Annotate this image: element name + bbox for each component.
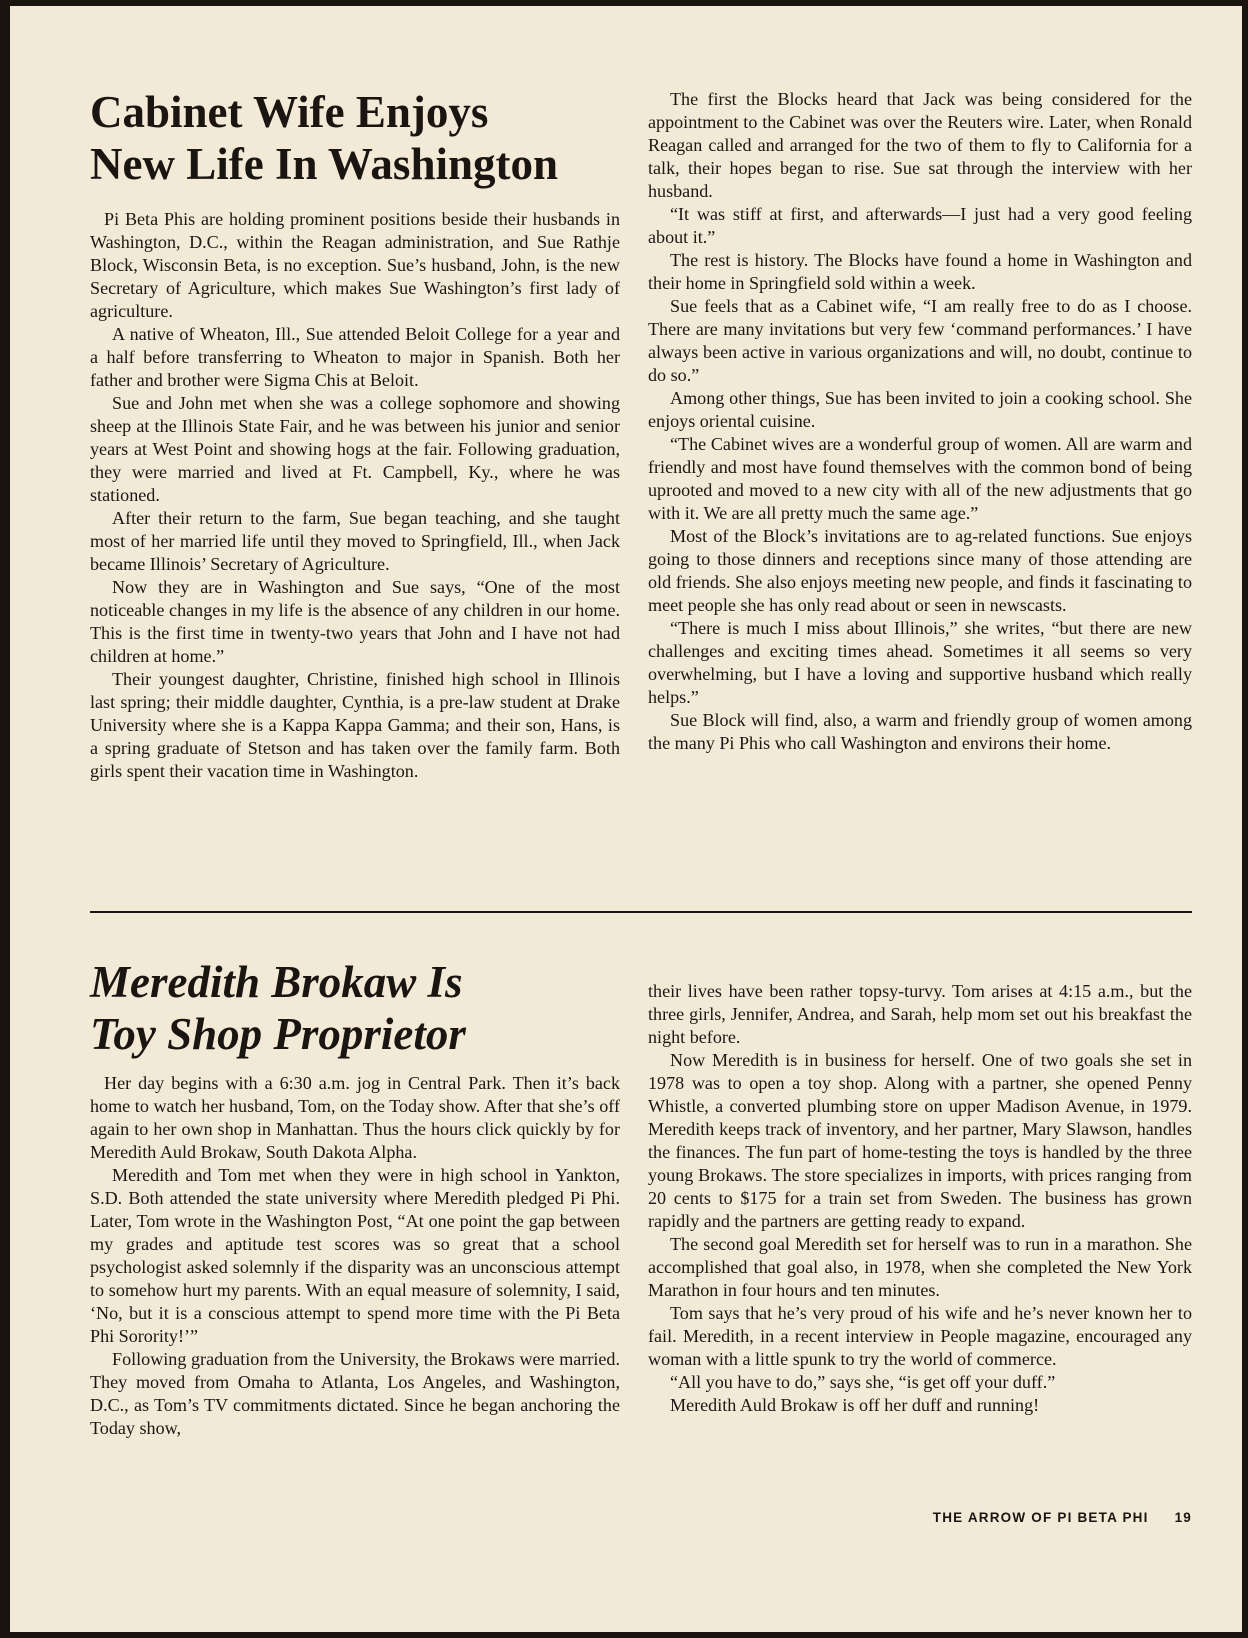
article2-left-column [90,1072,620,1440]
article1-left-column [90,208,620,783]
paragraph: Now they are in Washington and Sue says, “One of the most noticeable changes in my life is the absence of any children in our home. This is the first time in twenty-two years that John and I have not had children at home.” [90,577,620,666]
article-title-meredith-brokaw [90,956,610,1060]
paragraph: Her day begins with a 6:30 a.m. jog in Central Park. Then it’s back home to watch her husband, Tom, on the Today show. After that she’s off again to her own shop in Manhattan. Thus the hours click quickly by for Meredith Auld Brokaw, South Dakota Alpha. [90,1073,620,1162]
paragraph: The first the Blocks heard that Jack was being considered for the appointment to the Cabinet was over the Reuters wire. Later, when Ronald Reagan called and arranged for the two of them to fly to California for a talk, their hopes began to rise. Sue sat through the interview with her husband. [648,89,1192,201]
paragraph: “The Cabinet wives are a wonderful group of women. All are warm and friendly and most have found themselves with the common bond of being uprooted and moved to a new city with all of the new adjustments that go with it. We are all pretty much the same age.” [648,434,1192,523]
paragraph: Meredith and Tom met when they were in high school in Yankton, S.D. Both attended the state university where Meredith pledged Pi Phi. Later, Tom wrote in the Washington Post, “At one point the gap between my grades and aptitude test scores was so great that a school psychologist asked solemnly if the disparity was an unconscious attempt to somehow hurt my parents. With an equal measure of solemnity, I said, ‘No, but it is a conscious attempt to spend more time with the Pi Beta Phi Sorority!’” [90,1165,620,1346]
paragraph: Their youngest daughter, Christine, finished high school in Illinois last spring; their middle daughter, Cynthia, is a pre-law student at Drake University where she is a Kappa Kappa Gamma; and their son, Hans, is a spring graduate of Stetson and has taken over the family farm. Both girls spent their vacation time in Washington. [90,669,620,781]
page-number: 19 [1174,1510,1192,1525]
title-line: Toy Shop Proprietor [90,1009,466,1059]
paragraph: “It was stiff at first, and afterwards—I just had a very good feeling about it.” [648,204,1192,247]
paragraph: After their return to the farm, Sue began teaching, and she taught most of her married life until they moved to Springfield, Ill., when Jack became Illinois’ Secretary of Agriculture. [90,508,620,574]
paragraph: Among other things, Sue has been invited to join a cooking school. She enjoys oriental cuisine. [648,388,1192,431]
magazine-page [10,6,1242,1632]
paragraph: Sue Block will find, also, a warm and friendly group of women among the many Pi Phis who call Washington and environs their home. [648,710,1192,753]
paragraph: “There is much I miss about Illinois,” she writes, “but there are new challenges and exciting times ahead. Sometimes it all seems so very overwhelming, but I have a loving and supportive husband which really helps.” [648,618,1192,707]
paragraph: The second goal Meredith set for herself was to run in a marathon. She accomplished that goal also, in 1978, when she completed the New York Marathon in four hours and ten minutes. [648,1234,1192,1300]
paragraph: A native of Wheaton, Ill., Sue attended Beloit College for a year and a half before transferring to Wheaton to major in Spanish. Both her father and brother were Sigma Chis at Beloit. [90,324,620,390]
paragraph: “All you have to do,” says she, “is get off your duff.” [670,1372,1056,1392]
paragraph: Most of the Block’s invitations are to ag-related functions. Sue enjoys going to those dinners and receptions since many of those attending are old friends. She also enjoys meeting new people, and finds it fascinating to meet people she has only read about or seen in newscasts. [648,526,1192,615]
page-footer [870,1510,1192,1525]
paragraph: Sue and John met when she was a college sophomore and showing sheep at the Illinois State Fair, and he was between his junior and senior years at West Point and showing hogs at the fair. Following graduation, they were married and lived at Ft. Campbell, Ky., where he was stationed. [90,393,620,505]
paragraph: Sue feels that as a Cabinet wife, “I am really free to do as I choose. There are many invitations but very few ‘command performances.’ I have always been active in various organizations and will, no doubt, continue to do so.” [648,296,1192,385]
article1-right-column [648,88,1192,755]
paragraph: Following graduation from the University, the Brokaws were married. They moved from Omaha to Atlanta, Los Angeles, and Washington, D.C., as Tom’s TV commitments dictated. Since he began anchoring the Today show, [90,1349,620,1438]
paragraph: The rest is history. The Blocks have found a home in Washington and their home in Springfield sold within a week. [648,250,1192,293]
title-line: Cabinet Wife Enjoys [90,87,489,137]
paragraph: Pi Beta Phis are holding prominent positions beside their husbands in Washington, D.C., within the Reagan administration, and Sue Rathje Block, Wisconsin Beta, is no exception. Sue’s husband, John, is the new Secretary of Agriculture, which makes Sue Washington’s first lady of agriculture. [90,209,620,321]
title-line: New Life In Washington [90,139,559,189]
paragraph: Tom says that he’s very proud of his wife and he’s never known her to fail. Meredith, in a recent interview in People magazine, encouraged any woman with a little spunk to try the world of commerce. [648,1303,1192,1369]
title-line: Meredith Brokaw Is [90,957,463,1007]
paragraph: their lives have been rather topsy-turvy. Tom arises at 4:15 a.m., but the three girls, Jennifer, Andrea, and Sarah, help mom set out his breakfast the night before. [648,981,1192,1047]
publication-name: THE ARROW OF PI BETA PHI [932,1510,1149,1525]
section-divider [90,911,1192,913]
paragraph: Meredith Auld Brokaw is off her duff and running! [670,1395,1040,1415]
paragraph: Now Meredith is in business for herself. One of two goals she set in 1978 was to open a toy shop. Along with a partner, she opened Penny Whistle, a converted plumbing store on upper Madison Avenue, in 1979. Meredith keeps track of inventory, and her partner, Mary Slawson, handles the finances. The fun part of home-testing the toys is handled by the three young Brokaws. The store specializes in imports, with prices ranging from 20 cents to $175 for a train set from Sweden. The business has grown rapidly and the partners are getting ready to expand. [648,1050,1192,1231]
article-title-cabinet-wife [90,86,610,190]
article2-right-column [648,980,1192,1417]
